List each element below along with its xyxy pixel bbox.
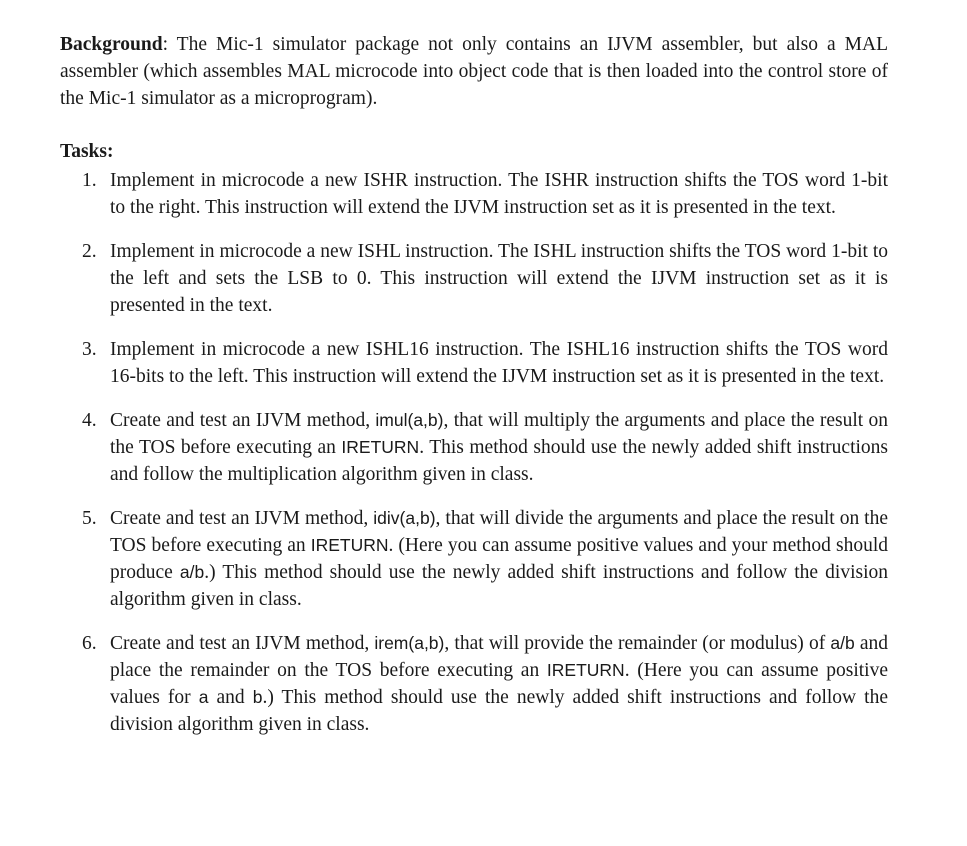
background-text: : The Mic-1 simulator package not only contains an IJVM assembler, but also a MAL assembler (which assembles MAL microcode into object code that is then loaded into the control store of the Mic-1 simulator as a microprogram). — [60, 34, 888, 109]
task-text: and place the remainder on the TOS before executing an — [110, 633, 889, 681]
code-expression: a/b — [179, 562, 205, 582]
task-item-6 — [60, 630, 888, 738]
background-label: Background — [60, 34, 163, 55]
task-text: .) This method should use the newly added shift instructions and follow the division algorithm given in class. — [110, 687, 888, 735]
tasks-heading: Tasks: — [60, 141, 114, 162]
method-signature: imul(a,b) — [375, 410, 444, 430]
ireturn-keyword: IRETURN — [310, 535, 389, 555]
task-text: . This method should use the newly added shift instructions and follow the multiplication algorithm given in class. — [110, 437, 888, 485]
assignment-document — [60, 31, 888, 755]
code-variable: b — [252, 687, 263, 707]
task-item-5 — [60, 505, 888, 613]
method-signature: idiv(a,b) — [373, 508, 436, 528]
tasks-list — [60, 167, 888, 738]
task-text: Create and test an IJVM method, — [110, 633, 375, 654]
task-text: Create and test an IJVM method, — [110, 410, 376, 431]
background-paragraph — [60, 31, 888, 112]
task-text: . (Here you can assume positive values for — [110, 660, 889, 708]
code-variable: a — [198, 687, 209, 707]
task-text: Implement in microcode a new ISHR instruction. The ISHR instruction shifts the TOS word 1-bit to the right. This instruction will extend the IJVM instruction set as it is presented in the text. — [110, 170, 888, 218]
task-number: 2. — [82, 241, 97, 262]
ireturn-keyword: IRETURN — [341, 437, 420, 457]
task-number: 1. — [82, 170, 97, 191]
task-item-4 — [60, 407, 888, 488]
task-text: Create and test an IJVM method, — [110, 508, 374, 529]
task-text: and — [208, 687, 253, 708]
task-number: 6. — [82, 633, 97, 654]
task-text: .) This method should use the newly added shift instructions and follow the division algorithm given in class. — [110, 562, 889, 610]
task-number: 5. — [82, 508, 97, 529]
task-text: Implement in microcode a new ISHL16 instruction. The ISHL16 instruction shifts the TOS word 16-bits to the left. This instruction will extend the IJVM instruction set as it is presented in the text. — [110, 339, 888, 387]
task-text: . (Here you can assume positive values and your method should produce — [110, 535, 888, 583]
code-expression: a/b — [830, 633, 855, 653]
task-item-3 — [60, 336, 888, 390]
ireturn-keyword: IRETURN — [546, 660, 625, 680]
task-number: 4. — [82, 410, 97, 431]
task-text: , that will multiply the arguments and place the result on the TOS before executing an — [110, 410, 889, 458]
task-text: Implement in microcode a new ISHL instruction. The ISHL instruction shifts the TOS word 1-bit to the left and sets the LSB to 0. This instruction will extend the IJVM instruction set as it is presented in the text. — [110, 241, 888, 316]
task-text: , that will divide the arguments and place the result on the TOS before executing an — [110, 508, 889, 556]
task-item-2 — [60, 238, 888, 319]
task-item-1 — [60, 167, 888, 221]
method-signature: irem(a,b) — [374, 633, 445, 653]
task-text: , that will provide the remainder (or modulus) of — [444, 633, 831, 654]
task-number: 3. — [82, 339, 97, 360]
